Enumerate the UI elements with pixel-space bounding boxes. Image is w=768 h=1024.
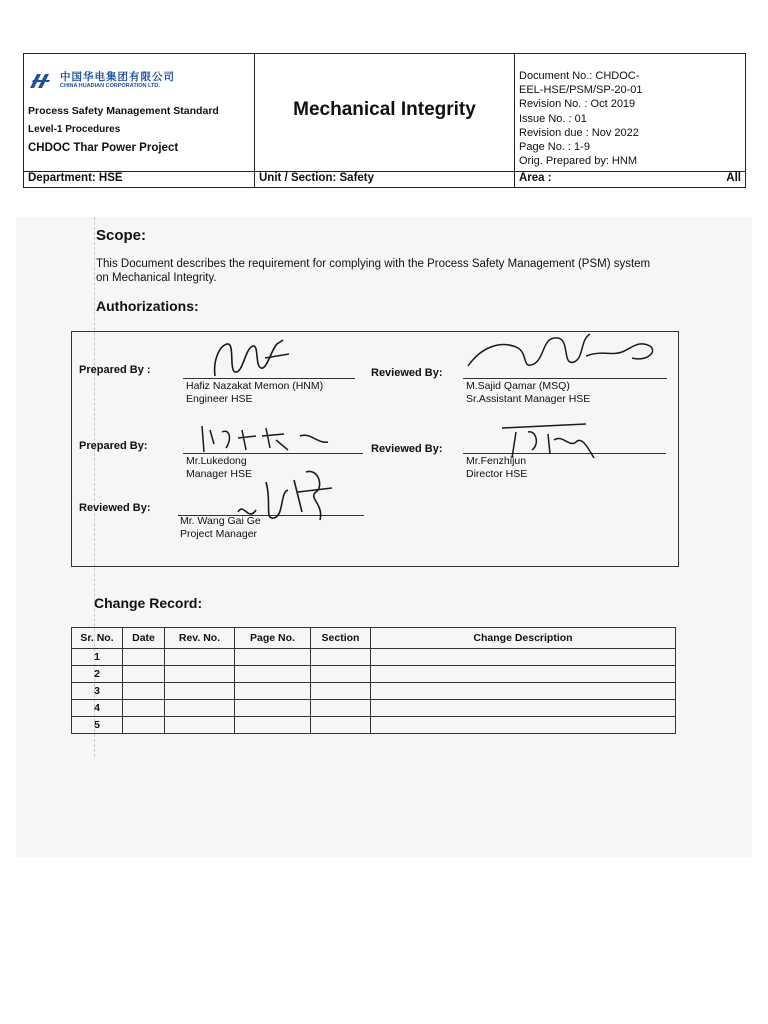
reviewed-by-label: Reviewed By: [371, 367, 443, 379]
unit-cell: Unit / Section: Safety [255, 172, 515, 188]
logo-english-text: CHINA HUADIAN CORPORATION LTD. [60, 83, 160, 89]
preparer-1 [186, 380, 323, 406]
serial-number: 4 [72, 700, 123, 717]
serial-number: 5 [72, 717, 123, 734]
meta-line: Revision No. : Oct 2019 [519, 98, 636, 111]
table-row [72, 700, 676, 717]
reviewed-by-label: Reviewed By: [79, 502, 151, 514]
column-header: Sr. No. [72, 628, 123, 649]
company-logo [28, 72, 250, 90]
logo-chinese-text: 中国华电集团有限公司 [60, 71, 175, 83]
serial-number: 3 [72, 683, 123, 700]
preparer-2-role: Manager HSE [186, 468, 252, 480]
preparer-2-name: Mr.Lukedong [186, 455, 247, 467]
table-row [72, 717, 676, 734]
document-meta [515, 54, 746, 172]
procedure-level: Level-1 Procedures [28, 124, 121, 135]
prepared-by-label: Prepared By: [79, 440, 148, 452]
table-header-row [72, 628, 676, 649]
department-cell: Department: HSE [24, 172, 255, 188]
reviewer-3 [180, 515, 261, 541]
area-label: Area : [519, 172, 552, 184]
column-header: Change Description [371, 628, 676, 649]
prepared-by-label: Prepared By : [79, 364, 151, 376]
serial-number: 2 [72, 666, 123, 683]
table-row [72, 649, 676, 666]
meta-line: EEL-HSE/PSM/SP-20-01 [519, 84, 643, 97]
reviewer-1-name: M.Sajid Qamar (MSQ) [466, 380, 570, 392]
scope-text: This Document describes the requirement for complying with the Process Safety Management (PSM) system on Mechanical Integrity. [96, 258, 651, 284]
company-cell [24, 54, 255, 172]
reviewed-by-label: Reviewed By: [371, 443, 443, 455]
scope-heading: Scope: [96, 227, 147, 244]
column-header: Page No. [235, 628, 311, 649]
authorizations-heading: Authorizations: [96, 298, 199, 314]
standard-name: Process Safety Management Standard [28, 105, 219, 117]
document-header [23, 53, 746, 187]
meta-line: Page No. : 1-9 [519, 141, 590, 154]
reviewer-2-role: Director HSE [466, 468, 528, 480]
serial-number: 1 [72, 649, 123, 666]
title-cell [255, 54, 515, 172]
huadian-logo-icon [28, 72, 56, 90]
reviewer-1-role: Sr.Assistant Manager HSE [466, 393, 591, 405]
column-header: Section [311, 628, 371, 649]
column-header: Date [123, 628, 165, 649]
project-name: CHDOC Thar Power Project [28, 142, 179, 154]
meta-line: Document No.: CHDOC- [519, 70, 640, 82]
reviewer-3-name: Mr. Wang Gai Ge [180, 515, 261, 527]
signature-hnm [205, 336, 295, 382]
change-record-heading: Change Record: [94, 595, 203, 611]
table-row [72, 666, 676, 683]
signature-msq [462, 326, 662, 388]
reviewer-3-role: Project Manager [180, 528, 258, 540]
reviewer-2 [466, 455, 527, 481]
area-cell [515, 172, 746, 188]
document-title: Mechanical Integrity [293, 99, 476, 120]
area-value: All [726, 172, 741, 184]
change-record-table [71, 627, 676, 734]
meta-line: Orig. Prepared by: HNM [519, 155, 637, 168]
preparer-1-name: Hafiz Nazakat Memon (HNM) [186, 380, 324, 392]
column-header: Rev. No. [165, 628, 235, 649]
reviewer-1 [466, 380, 590, 406]
preparer-1-role: Engineer HSE [186, 393, 253, 405]
reviewer-2-name: Mr.Fenzhijun [466, 455, 527, 467]
table-row [72, 683, 676, 700]
meta-line: Issue No. : 01 [519, 112, 587, 125]
meta-line: Revision due : Nov 2022 [519, 126, 639, 139]
signature-lukedong [196, 422, 346, 456]
